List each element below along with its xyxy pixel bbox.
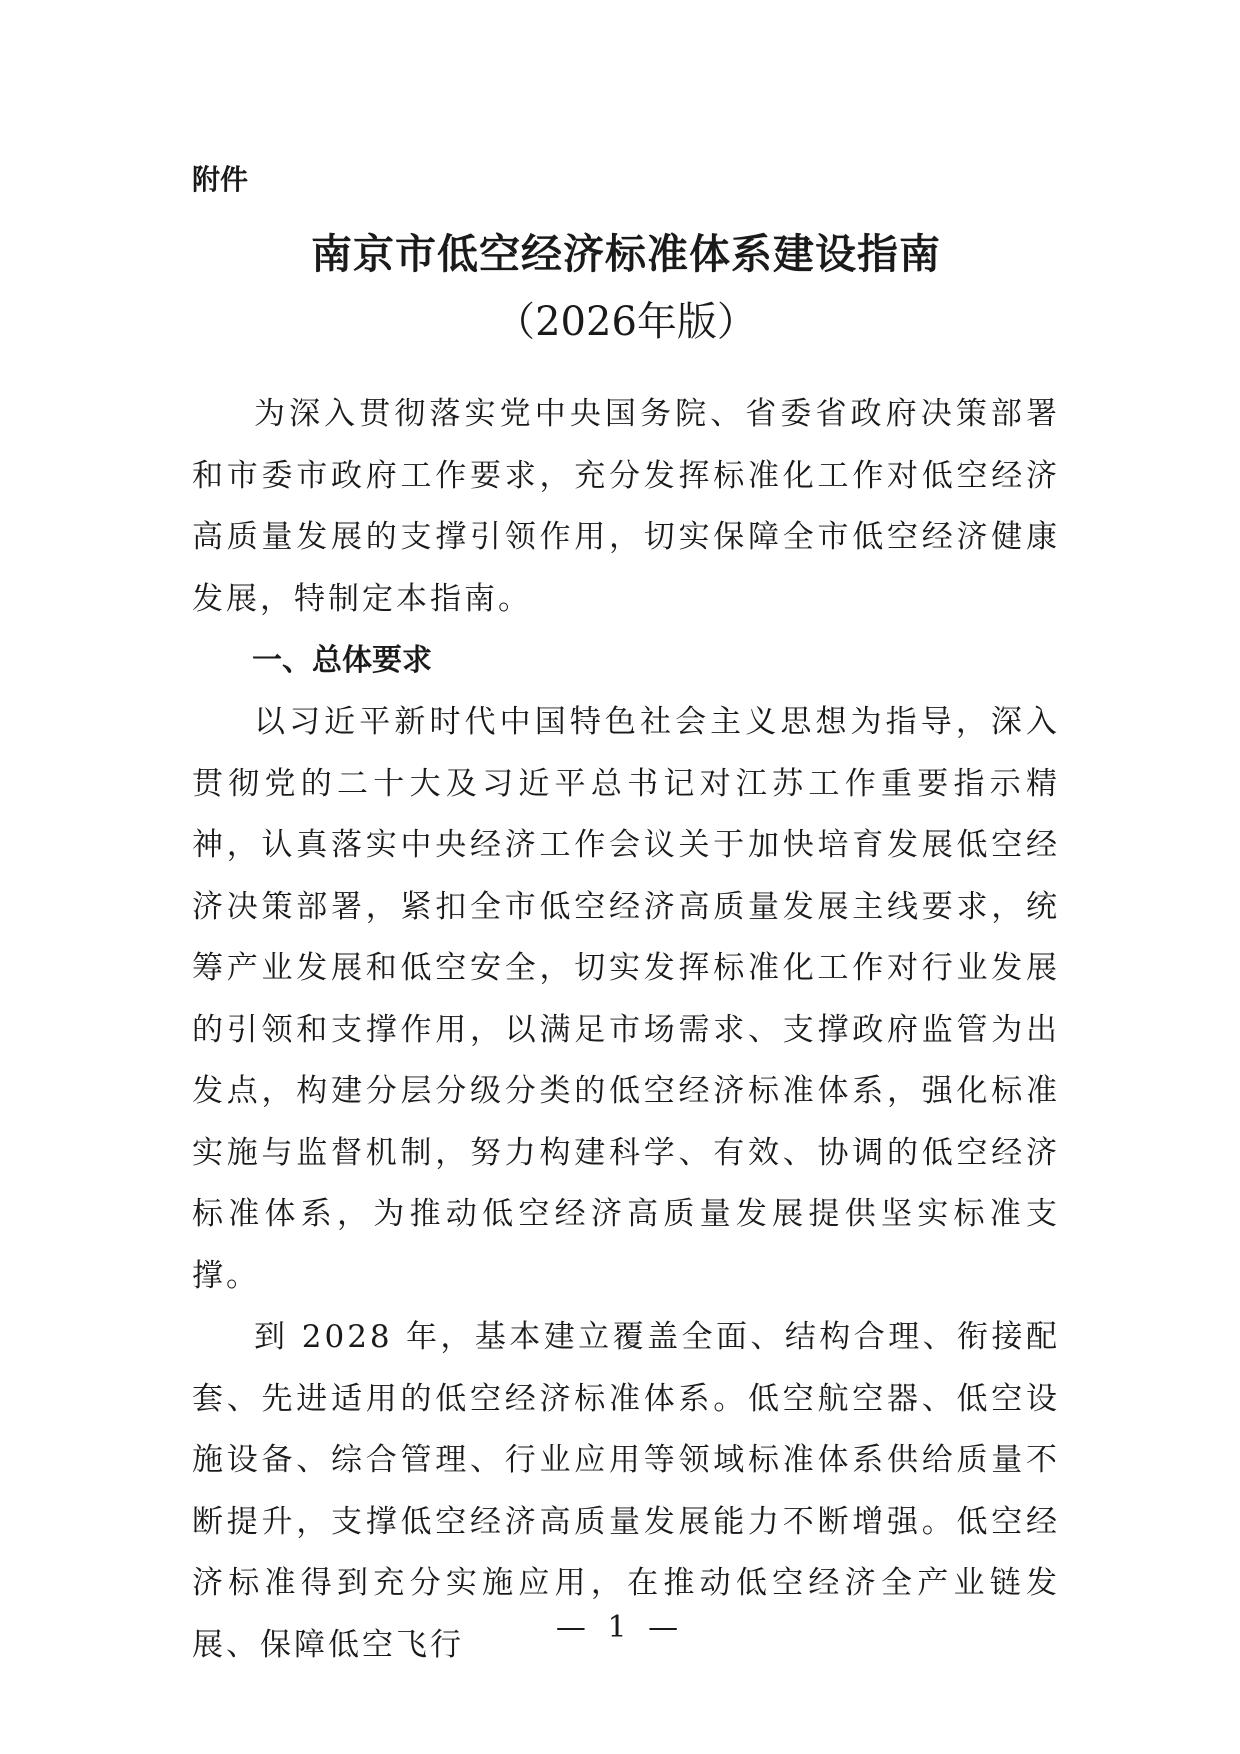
guiding-principle-paragraph: 以习近平新时代中国特色社会主义思想为指导，深入贯彻党的二十大及习近平总书记对江苏工作重要指示精神，认真落实中央经济工作会议关于加快培育发展低空经济决策部署，紧扣全市低空经济高质量发展主线要求，统筹产业发展和低空安全，切实发挥标准化工作对行业发展的引领和支撑作用，以满足市场需求、支撑政府监管为出发点，构建分层分级分类的低空经济标准体系，强化标准实施与监督机制，努力构建科学、有效、协调的低空经济标准体系，为推动低空经济高质量发展提供坚实标准支撑。 (192, 704, 1060, 1294)
intro-paragraph: 为深入贯彻落实党中央国务院、省委省政府决策部署和市委市政府工作要求，充分发挥标准化工作对低空经济高质量发展的支撑引领作用，切实保障全市低空经济健康发展，特制定本指南。 (192, 396, 1060, 617)
document-title: 南京市低空经济标准体系建设指南 (311, 230, 941, 278)
attachment-label: 附件 (192, 163, 249, 196)
section-heading: 一、总体要求 (252, 643, 432, 678)
document-page (192, 160, 1060, 1676)
document-subtitle: （2026年版） (495, 299, 757, 345)
page-number: — 1 — (555, 1610, 685, 1645)
goals-paragraph: 到 2028 年，基本建立覆盖全面、结构合理、衔接配套、先进适用的低空经济标准体系。低空航空器、低空设施设备、综合管理、行业应用等领域标准体系供给质量不断提升，支撑低空经济高质量发展能力不断增强。低空经济标准得到充分实施应用，在推动低空经济全产业链发展、保障低空飞行 (192, 1319, 1060, 1663)
